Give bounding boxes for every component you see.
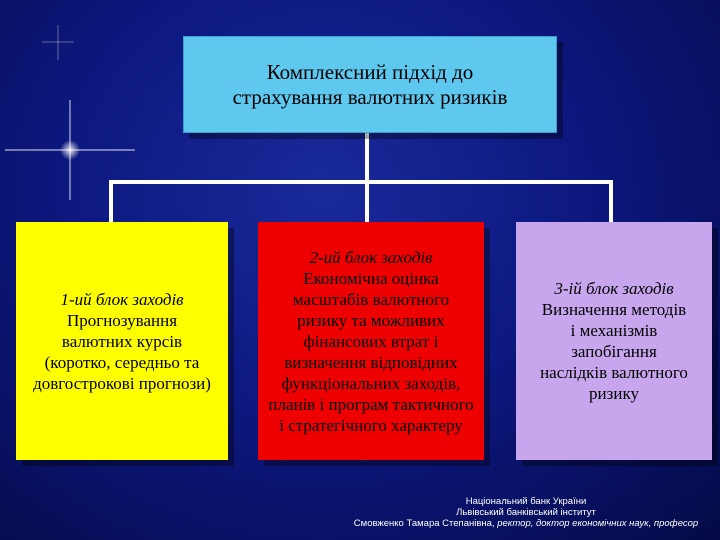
- footer-role: ректор, доктор економічних наук, професор: [497, 518, 699, 529]
- footer-line-2: Львівський банківський інститут: [456, 507, 596, 518]
- footer-line-1: Національний банк України: [465, 496, 587, 507]
- block-1-line-2: валютних курсів: [61, 331, 183, 351]
- block-3-line-1: Визначення методів: [541, 300, 687, 319]
- block-2-line-2: масштабів валютного: [292, 289, 450, 309]
- block-2: [258, 222, 484, 460]
- block-1-line-1: Прогнозування: [66, 310, 178, 330]
- block-3-line-3: запобігання: [571, 342, 657, 361]
- block-3-line-5: ризику: [589, 384, 639, 403]
- title-line-2: страхування валютних ризиків: [232, 84, 508, 109]
- footer-author: Смовженко Тамара Степанівна,: [353, 518, 495, 529]
- block-2-line-4: фінансових втрат і: [303, 331, 439, 351]
- block-2-line-3: ризику та можливих: [297, 310, 445, 330]
- block-3-line-4: наслідків валютного: [540, 363, 688, 382]
- connector-block2: [365, 180, 369, 222]
- connector-title-down: [365, 133, 369, 183]
- block-3-line-2: і механізмів: [570, 321, 658, 340]
- title-box: [183, 36, 557, 133]
- block-2-line-6: функціональних заходів,: [281, 373, 461, 393]
- connector-block3: [609, 180, 613, 222]
- block-2-line-5: визначення відповідних: [284, 352, 458, 372]
- block-2-line-8: і стратегічного характеру: [279, 415, 463, 435]
- block-2-heading: 2-ий блок заходів: [309, 247, 433, 267]
- sparkle-decoration: [0, 0, 140, 230]
- block-1-line-3: (коротко, середньо та: [44, 352, 200, 372]
- block-1-line-4: довгострокові прогнози): [33, 373, 211, 393]
- connector-horizontal: [109, 180, 613, 184]
- block-1-heading: 1-ий блок заходів: [60, 289, 184, 309]
- connector-block1: [109, 180, 113, 222]
- block-2-line-7: планів і програм тактичного: [268, 394, 474, 414]
- title-line-1: Комплексний підхід до: [266, 59, 474, 84]
- block-1: [16, 222, 228, 460]
- block-2-line-1: Економічна оцінка: [303, 268, 439, 288]
- footer: [340, 496, 712, 529]
- block-3-heading: 3-ій блок заходів: [554, 279, 674, 298]
- block-3: [516, 222, 712, 460]
